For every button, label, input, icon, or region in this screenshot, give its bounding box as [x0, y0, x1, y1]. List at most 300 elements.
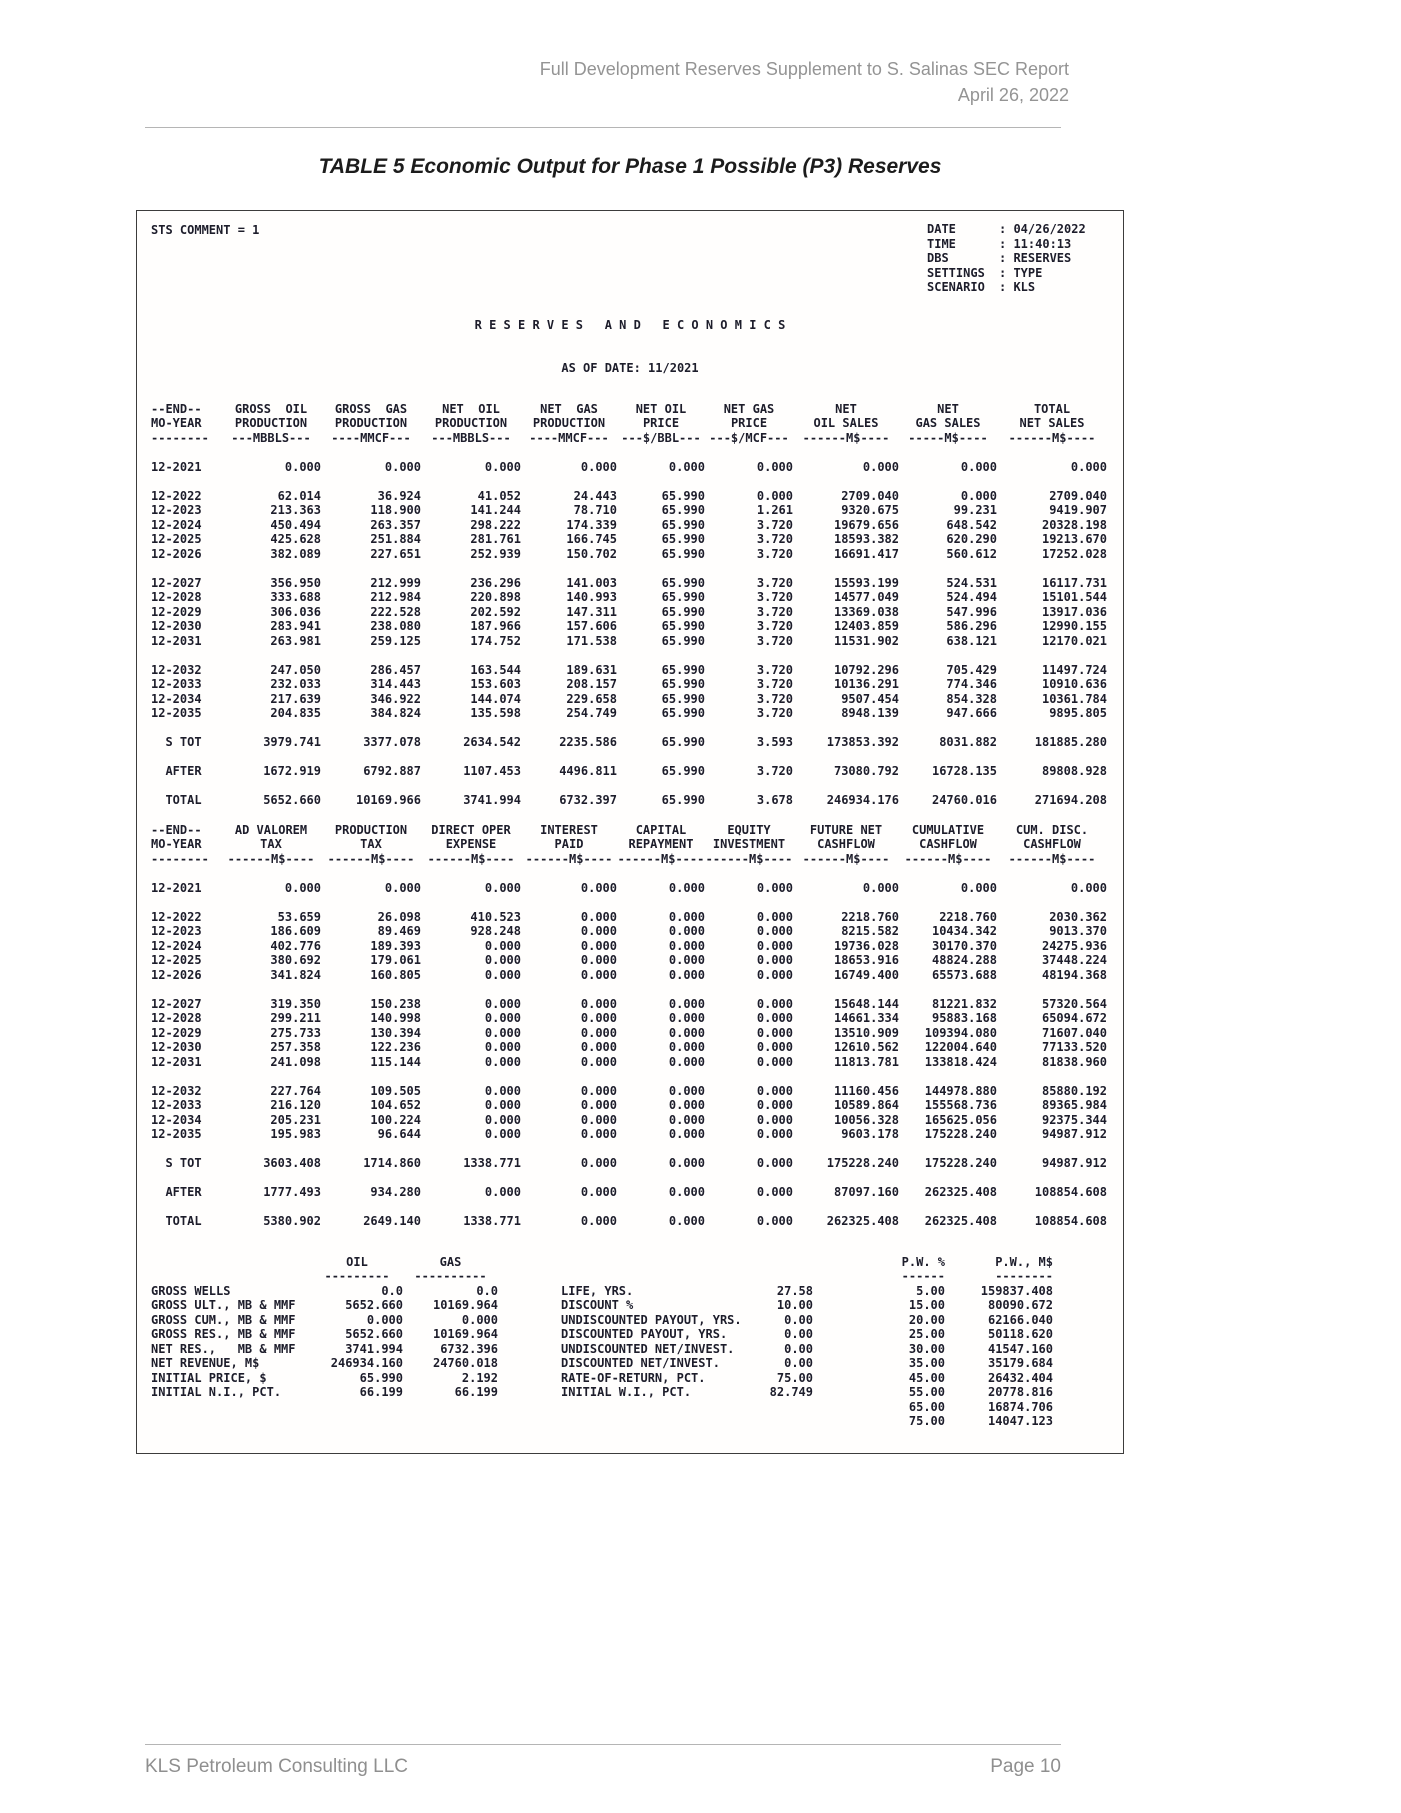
cell: 2218.760: [841, 909, 899, 924]
meta-label: SCENARIO: [927, 280, 985, 294]
cell: 0.000: [484, 1098, 521, 1112]
column-header: CASHFLOW: [817, 837, 875, 851]
meta-label: TIME: [927, 236, 956, 251]
summary-row: [151, 1298, 498, 1313]
cell: 20.00: [908, 1312, 945, 1327]
cell: 0.000: [1070, 880, 1107, 895]
cell: 24275.936: [1041, 938, 1107, 953]
footer-divider: [145, 1744, 1061, 1745]
cell: 159837.408: [980, 1283, 1053, 1298]
cell: 3741.994: [345, 1341, 403, 1356]
cell: 66.199: [454, 1385, 498, 1399]
cell: 6732.397: [559, 793, 617, 807]
summary-row: [853, 1414, 1053, 1429]
cell: UNDISCOUNTED PAYOUT, YRS.: [561, 1312, 742, 1327]
cell: 2030.362: [1049, 909, 1107, 924]
cell: 0.000: [580, 1112, 617, 1127]
cell: 12403.859: [833, 619, 899, 633]
cell: 65.990: [661, 517, 705, 532]
cell: 3.720: [756, 532, 793, 546]
column-header: ---$/MCF---: [709, 430, 789, 445]
cell: 5380.902: [263, 1214, 321, 1228]
cell: 3.720: [756, 764, 793, 778]
cell: 3.720: [756, 633, 793, 648]
spacer-row: [151, 779, 1107, 794]
cell: 286.457: [370, 662, 421, 677]
cell: UNDISCOUNTED NET/INVEST.: [561, 1341, 735, 1356]
cell: 0.000: [580, 1156, 617, 1170]
column-header: TAX: [260, 837, 282, 851]
cell: 5.00: [916, 1283, 945, 1298]
cell: 13510.909: [833, 1025, 899, 1040]
cell: 13917.036: [1041, 604, 1107, 619]
cell: 109394.080: [924, 1025, 997, 1040]
cell: 65.990: [359, 1370, 403, 1385]
cell: 144.074: [470, 691, 521, 706]
cell: 95883.168: [931, 1011, 997, 1025]
cell: 173853.392: [826, 735, 899, 749]
spacer-row: [151, 982, 1107, 997]
as-of-date: AS OF DATE: 11/2021: [561, 361, 699, 375]
cell: 65.00: [908, 1399, 945, 1414]
cell: 166.745: [566, 532, 617, 546]
cell: 12-2029: [151, 604, 202, 619]
summary-present-worth-table: [853, 1255, 1053, 1429]
cell: 12-2035: [151, 1127, 202, 1141]
cell: 547.996: [946, 604, 997, 619]
cell: 0.000: [484, 1025, 521, 1040]
cell: 133818.424: [924, 1054, 997, 1069]
spacer-row: [151, 561, 1107, 576]
column-header: ------M$----: [327, 851, 415, 866]
cell: 252.939: [470, 546, 521, 561]
cell: 11497.724: [1041, 662, 1107, 677]
cell: 9320.675: [841, 503, 899, 517]
cell: 19736.028: [833, 938, 899, 953]
cell: 204.835: [270, 706, 321, 720]
cell: 0.000: [580, 967, 617, 982]
cell: 425.628: [270, 532, 321, 546]
cell: 212.984: [370, 590, 421, 604]
cell: 450.494: [270, 517, 321, 532]
column-header: -----M$----: [908, 430, 988, 445]
cell: 0.000: [384, 459, 421, 474]
cell: 227.764: [270, 1083, 321, 1098]
table-title: TABLE 5 Economic Output for Phase 1 Possible (P3) Reserves: [318, 155, 942, 178]
cell: 246934.160: [330, 1356, 403, 1370]
cell: 12-2027: [151, 996, 202, 1011]
table-row: [151, 1127, 1107, 1142]
cell: 10169.966: [355, 793, 421, 807]
cell: 3.720: [756, 546, 793, 561]
cell: 10169.964: [432, 1327, 498, 1341]
cell: 0.000: [668, 1025, 705, 1040]
spacer: [151, 779, 1107, 794]
cell: 0.000: [668, 1054, 705, 1069]
cell: 382.089: [270, 546, 321, 561]
column-header: --END--: [151, 822, 202, 837]
cell: 24760.018: [432, 1356, 498, 1370]
cell: 57320.564: [1041, 996, 1107, 1011]
cell: 0.000: [862, 459, 899, 474]
summary-row: [561, 1371, 813, 1386]
cell: 55.00: [908, 1385, 945, 1399]
cell: 410.523: [470, 909, 521, 924]
cell: 65.990: [661, 590, 705, 604]
cell: 0.000: [668, 924, 705, 938]
cell: 65.990: [661, 575, 705, 590]
table-row: [151, 910, 1107, 925]
cell: 157.606: [566, 619, 617, 633]
cell: 147.311: [566, 604, 617, 619]
cell: 174.752: [470, 633, 521, 648]
header-row: [151, 823, 1107, 838]
column-header: ------: [901, 1269, 945, 1283]
column-header: OIL: [346, 1254, 368, 1269]
column-header: ----MMCF---: [529, 430, 609, 445]
cell: 275.733: [270, 1025, 321, 1040]
cell: 0.000: [484, 967, 521, 982]
spacer: [151, 866, 1107, 881]
cell: 0.00: [784, 1356, 813, 1370]
cell: 195.983: [270, 1127, 321, 1141]
cell: 65.990: [661, 735, 705, 749]
sts-comment: STS COMMENT = 1: [151, 223, 260, 237]
cell: 0.000: [756, 1025, 793, 1040]
cell: 0.000: [668, 909, 705, 924]
cell: 8215.582: [841, 924, 899, 938]
cell: 854.328: [946, 691, 997, 706]
cell: GROSS RES., MB & MMF: [151, 1327, 296, 1341]
summary-row: [151, 1385, 498, 1400]
cell: 0.000: [960, 488, 997, 503]
header-row: [151, 431, 1107, 446]
meta-label: DATE: [927, 222, 956, 236]
table-row: [151, 1113, 1107, 1128]
summary-row: [853, 1298, 1053, 1313]
cell: 65.990: [661, 706, 705, 720]
cell: 96.644: [377, 1127, 421, 1141]
cell: 3.720: [756, 590, 793, 604]
cell: 73080.792: [833, 764, 899, 778]
cell: 81221.832: [931, 996, 997, 1011]
cell: 928.248: [470, 924, 521, 938]
header-report-name: Full Development Reserves Supplement to S. Salinas SEC Report: [539, 59, 1069, 79]
cell: 12-2025: [151, 532, 202, 546]
cell: 241.098: [270, 1054, 321, 1069]
cell: 12-2032: [151, 662, 202, 677]
column-header: CASHFLOW: [1023, 837, 1081, 851]
meta-value: : 04/26/2022: [999, 222, 1086, 236]
cell: 12-2028: [151, 590, 202, 604]
cell: 15648.144: [833, 996, 899, 1011]
cell: 220.898: [470, 590, 521, 604]
cell: 122004.640: [924, 1040, 997, 1054]
cell: 251.884: [370, 532, 421, 546]
spacer: [151, 750, 1107, 765]
cell: 0.000: [580, 924, 617, 938]
cell: 62.014: [277, 488, 321, 503]
cell: 65.990: [661, 604, 705, 619]
column-header: [151, 1269, 311, 1284]
cell: 89365.984: [1041, 1098, 1107, 1112]
column-header: P.W. %: [901, 1254, 945, 1269]
cell: 100.224: [370, 1112, 421, 1127]
cell: 216.120: [270, 1098, 321, 1112]
table-row: [151, 735, 1107, 750]
cell: 0.000: [756, 488, 793, 503]
cell: 0.000: [580, 1011, 617, 1025]
cell: 75.00: [908, 1414, 945, 1428]
meta-row: [927, 237, 1086, 252]
cell: 150.238: [370, 996, 421, 1011]
table-row: [151, 518, 1107, 533]
column-header: CUMULATIVE: [911, 822, 985, 837]
cell: 0.000: [756, 880, 793, 895]
cell: 92375.344: [1041, 1112, 1107, 1127]
spacer-row: [151, 474, 1107, 489]
column-header: ---MBBLS---: [431, 430, 511, 445]
column-header: CAPITAL: [635, 822, 687, 837]
cell: 217.639: [270, 691, 321, 706]
column-header: GROSS OIL: [234, 401, 308, 416]
cell: 65.990: [661, 532, 705, 546]
cell: 0.000: [756, 1185, 793, 1199]
cell: 16874.706: [987, 1399, 1053, 1414]
cell: 0.000: [756, 1054, 793, 1069]
cell: 271694.208: [1034, 793, 1107, 807]
column-header: NET: [937, 401, 959, 416]
column-header: OIL SALES: [813, 416, 879, 430]
column-header: PRODUCTION: [334, 416, 408, 430]
cell: 0.000: [756, 1083, 793, 1098]
cell: LIFE, YRS.: [561, 1283, 634, 1298]
cell: 246934.176: [826, 793, 899, 807]
cell: 384.824: [370, 706, 421, 720]
cell: 0.000: [484, 1185, 521, 1199]
cell: 12610.562: [833, 1040, 899, 1054]
cell: 35.00: [908, 1356, 945, 1370]
cell: DISCOUNT %: [561, 1298, 634, 1312]
footer-page-number: Page 10: [990, 1756, 1061, 1777]
cell: 2634.542: [463, 735, 521, 749]
cell: 0.00: [784, 1327, 813, 1341]
table-row: [151, 1040, 1107, 1055]
spacer: [151, 561, 1107, 576]
cell: 586.296: [946, 619, 997, 633]
column-header: MO-YEAR: [151, 837, 202, 851]
cell: 0.000: [484, 1040, 521, 1054]
cell: 12-2025: [151, 953, 202, 967]
cell: 141.003: [566, 575, 617, 590]
column-header: ----------: [414, 1269, 487, 1283]
cell: 45.00: [908, 1370, 945, 1385]
cell: 0.000: [668, 1185, 705, 1199]
cell: 947.666: [946, 706, 997, 720]
spacer-row: [151, 866, 1107, 881]
summary-row: [561, 1298, 813, 1313]
column-header: NET OIL: [442, 401, 500, 416]
summary-row: [151, 1327, 498, 1342]
cell: 12-2030: [151, 619, 202, 633]
cell: 99.231: [953, 503, 997, 517]
cell: 0.000: [580, 459, 617, 474]
cell: 104.652: [370, 1098, 421, 1112]
cell: TOTAL: [151, 793, 202, 807]
meta-row: [927, 280, 1086, 295]
column-header: ------M$----: [525, 851, 613, 866]
summary-row: [151, 1284, 498, 1299]
cell: 141.244: [470, 503, 521, 517]
cell: 181885.280: [1034, 735, 1107, 749]
cell: GROSS WELLS: [151, 1283, 231, 1298]
cell: 15.00: [908, 1298, 945, 1312]
meta-row: [927, 266, 1086, 281]
spacer: [151, 895, 1107, 910]
cell: 0.000: [668, 1098, 705, 1112]
cell: 0.000: [668, 967, 705, 982]
cell: 65.990: [661, 633, 705, 648]
cell: 12-2030: [151, 1040, 202, 1054]
cell: 160.805: [370, 967, 421, 982]
cell: 4496.811: [559, 764, 617, 778]
table-row: [151, 1084, 1107, 1099]
cell: 0.000: [484, 1112, 521, 1127]
cell: 89.469: [377, 924, 421, 938]
column-header: ---MBBLS---: [231, 430, 311, 445]
column-header: [151, 1255, 311, 1270]
cell: 0.000: [580, 938, 617, 953]
summary-row: [561, 1356, 813, 1371]
cell: 0.000: [756, 459, 793, 474]
column-header: PRICE: [730, 416, 768, 430]
cell: 12-2032: [151, 1083, 202, 1098]
cell: 0.000: [284, 880, 321, 895]
spacer: [151, 474, 1107, 489]
cell: 9013.370: [1049, 924, 1107, 938]
cell: 0.000: [960, 880, 997, 895]
cell: 16728.135: [931, 764, 997, 778]
cell: 254.749: [566, 706, 617, 720]
summary-row: [853, 1371, 1053, 1386]
summary-row: [853, 1385, 1053, 1400]
cell: 144978.880: [924, 1083, 997, 1098]
cell: 12-2021: [151, 459, 202, 474]
cell: 333.688: [270, 590, 321, 604]
cell: INITIAL N.I., PCT.: [151, 1385, 282, 1399]
cell: 222.528: [370, 604, 421, 619]
column-header: PRICE: [642, 416, 680, 430]
cell: 3.720: [756, 575, 793, 590]
cell: 0.000: [668, 1083, 705, 1098]
cell: 262325.408: [826, 1214, 899, 1228]
cell: 0.000: [756, 1127, 793, 1141]
table-row: [151, 590, 1107, 605]
cell: 10792.296: [833, 662, 899, 677]
column-header: EXPENSE: [445, 837, 497, 851]
cell: 0.000: [284, 459, 321, 474]
cell: 0.00: [784, 1312, 813, 1327]
header-divider: [145, 127, 1061, 128]
cell: S TOT: [151, 735, 202, 749]
cell: 3741.994: [463, 793, 521, 807]
cell: 80090.672: [987, 1298, 1053, 1312]
cell: 186.609: [270, 924, 321, 938]
table-row: [151, 1011, 1107, 1026]
cell: 1107.453: [463, 764, 521, 778]
cell: 16749.400: [833, 967, 899, 982]
cell: 165625.056: [924, 1112, 997, 1127]
page-header: [540, 56, 1069, 108]
table-row: [151, 460, 1107, 475]
cell: 2709.040: [841, 488, 899, 503]
cell: 346.922: [370, 691, 421, 706]
cell: 0.000: [580, 1054, 617, 1069]
table-row: [151, 619, 1107, 634]
cell: 65.990: [661, 619, 705, 633]
cell: 232.033: [270, 677, 321, 691]
table-row: [151, 547, 1107, 562]
cell: 2218.760: [939, 909, 997, 924]
cell: 3.593: [756, 735, 793, 749]
cell: 263.357: [370, 517, 421, 532]
table-row: [151, 953, 1107, 968]
cell: 0.000: [484, 938, 521, 953]
cell: 12-2026: [151, 967, 202, 982]
cell: 262325.408: [924, 1185, 997, 1199]
cell: 0.000: [580, 1025, 617, 1040]
cell: 5652.660: [345, 1298, 403, 1312]
cell: 10910.636: [1041, 677, 1107, 691]
column-header: AD VALOREM: [234, 822, 308, 837]
table-row: [151, 605, 1107, 620]
summary-row: [561, 1313, 813, 1328]
cell: 17252.028: [1041, 546, 1107, 561]
column-header: REPAYMENT: [628, 837, 694, 851]
cell: 356.950: [270, 575, 321, 590]
cell: 65.990: [661, 677, 705, 691]
column-header: TOTAL: [1033, 401, 1071, 416]
cell: 1338.771: [463, 1156, 521, 1170]
cell: 174.339: [566, 517, 617, 532]
cell: NET RES., MB & MMF: [151, 1341, 296, 1356]
column-header: ------M$----: [617, 851, 705, 866]
cell: 0.000: [484, 459, 521, 474]
cell: 189.631: [566, 662, 617, 677]
table-row: [151, 1098, 1107, 1113]
cell: 0.000: [580, 996, 617, 1011]
cell: 12-2024: [151, 517, 202, 532]
summary-row: [561, 1284, 813, 1299]
cell: 9507.454: [841, 691, 899, 706]
header-row: [151, 837, 1107, 852]
cell: 0.000: [580, 1083, 617, 1098]
cell: 0.000: [484, 1054, 521, 1069]
cell: 12-2023: [151, 924, 202, 938]
meta-label: DBS: [927, 251, 949, 265]
cell: 78.710: [573, 503, 617, 517]
cell: 0.000: [484, 1127, 521, 1141]
header-row: [151, 852, 1107, 867]
cell: 247.050: [270, 662, 321, 677]
cell: 24.443: [573, 488, 617, 503]
cell: 213.363: [270, 503, 321, 517]
cell: 0.000: [484, 996, 521, 1011]
column-header: GROSS GAS: [334, 401, 408, 416]
cell: 9603.178: [841, 1127, 899, 1141]
cell: 1714.860: [363, 1156, 421, 1170]
cell: GROSS CUM., MB & MMF: [151, 1312, 296, 1327]
